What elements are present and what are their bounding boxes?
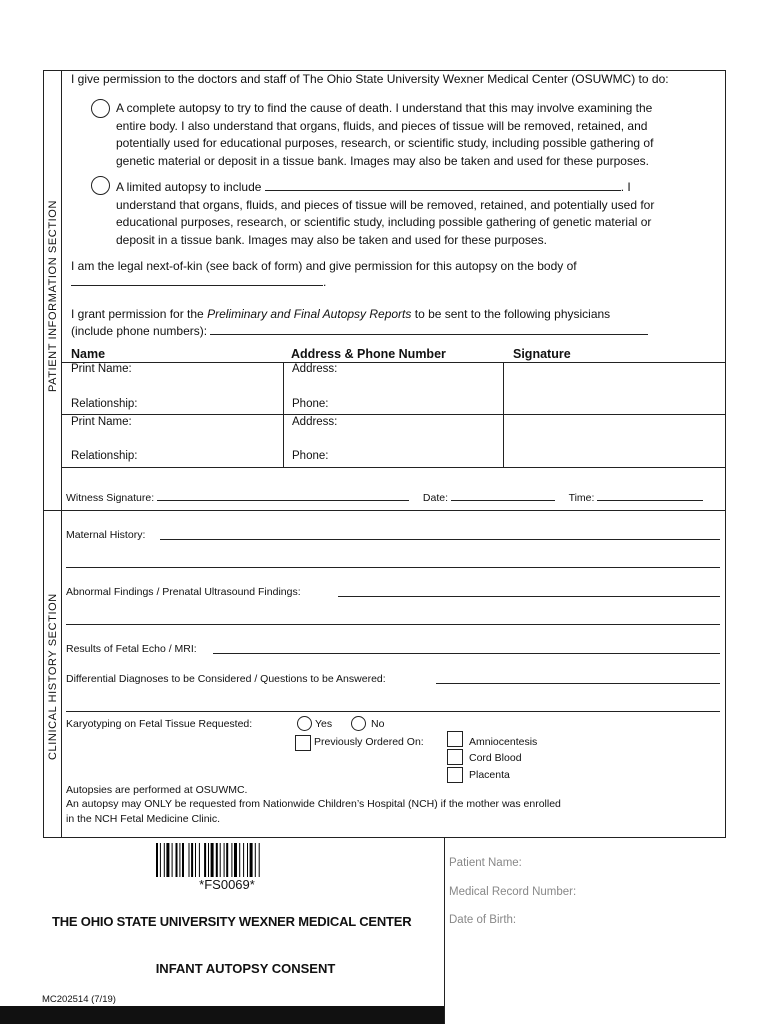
differential-diagnoses-field[interactable] [436, 683, 720, 684]
organization-name: THE OHIO STATE UNIVERSITY WEXNER MEDICAL CENTER [52, 914, 412, 929]
differential-diagnoses-field-2[interactable] [66, 711, 720, 712]
witness-signature-field[interactable] [157, 492, 409, 501]
complete-autopsy-text: A complete autopsy to try to find the cause of death. I understand that this may involve examining the entire body. I also understand that organs, fluids, and pieces of tissue will be removed, retained, and potentially used for educational purposes, research, or scientific study, including possible gathering of genetic material or deposit in a tissue bank. Images may also be taken and used for these purposes. [116, 101, 654, 168]
row1-print-name: Print Name: [71, 363, 132, 375]
col-signature-header: Signature [513, 347, 571, 361]
frame-left [43, 70, 44, 838]
form-code: MC202514 (7/19) [42, 994, 116, 1005]
limited-autopsy-field[interactable] [265, 180, 621, 191]
limited-autopsy-radio[interactable] [91, 176, 110, 195]
label-box-left [444, 838, 445, 1024]
differential-diagnoses-label: Differential Diagnoses to be Considered / Questions to be Answered: [66, 673, 386, 685]
row1-relationship: Relationship: [71, 398, 138, 410]
barcode-text: *FS0069* [199, 877, 255, 892]
table-col1-divider [283, 362, 284, 467]
next-of-kin-line-row: . [71, 274, 326, 292]
amniocentesis-label: Amniocentesis [469, 736, 538, 748]
clinical-section-label: CLINICAL HISTORY SECTION [47, 593, 59, 760]
note-performed-at: Autopsies are performed at OSUWMC. [66, 784, 248, 796]
abnormal-findings-field[interactable] [338, 596, 720, 597]
maternal-history-label: Maternal History: [66, 529, 146, 541]
note-nch-line1: An autopsy may ONLY be requested from Nationwide Children’s Hospital (NCH) if the mother was enrolled [66, 798, 561, 810]
physicians-field[interactable] [210, 324, 648, 335]
form-title: INFANT AUTOPSY CONSENT [155, 961, 336, 976]
fetal-echo-field[interactable] [213, 653, 720, 654]
placenta-checkbox[interactable] [447, 767, 463, 783]
previously-ordered-label: Previously Ordered On: [314, 736, 424, 748]
frame-right [725, 70, 726, 838]
row1-signature-cell[interactable] [504, 363, 725, 414]
col-address-header: Address & Phone Number [291, 347, 446, 361]
row2-address: Address: [292, 416, 338, 428]
note-nch-line2: in the NCH Fetal Medicine Clinic. [66, 813, 221, 825]
table-row2-bottom [61, 467, 726, 468]
witness-time-field[interactable] [597, 492, 703, 501]
row2-print-name: Print Name: [71, 416, 132, 428]
abnormal-findings-field-2[interactable] [66, 624, 720, 625]
row1-phone: Phone: [292, 398, 329, 410]
grant-permission-line2: (include phone numbers): [71, 323, 648, 341]
karyotyping-label: Karyotyping on Fetal Tissue Requested: [66, 718, 253, 730]
placenta-label: Placenta [469, 769, 510, 781]
abnormal-findings-label: Abnormal Findings / Prenatal Ultrasound Findings: [66, 586, 301, 598]
inner-left [61, 70, 62, 838]
row2-phone: Phone: [292, 450, 329, 462]
limited-autopsy-text: A limited autopsy to include . I understand that organs, fluids, and pieces of tissue will be removed, retained, and potentially used for educational purposes, research, or scientific study, including possible gathering of genetic material or deposit in a tissue bank. Images may also be taken and used for these purposes. [116, 180, 655, 247]
maternal-history-field[interactable] [160, 539, 720, 540]
witness-row: Witness Signature: Date: Time: [66, 492, 703, 504]
witness-date-field[interactable] [451, 492, 555, 501]
patient-name-label: Patient Name: [449, 857, 522, 869]
cord-blood-label: Cord Blood [469, 752, 522, 764]
next-of-kin-text: I am the legal next-of-kin (see back of form) and give permission for this autopsy on the body of [71, 259, 577, 273]
row2-relationship: Relationship: [71, 450, 138, 462]
karyotyping-no-label: No [371, 718, 385, 730]
karyotyping-no-radio[interactable] [351, 716, 366, 731]
fetal-echo-label: Results of Fetal Echo / MRI: [66, 643, 197, 655]
grant-permission-text: I grant permission for the Preliminary and Final Autopsy Reports to be sent to the following physicians [71, 307, 611, 321]
frame-bottom [43, 837, 726, 838]
maternal-history-field-2[interactable] [66, 567, 720, 568]
date-of-birth-label: Date of Birth: [449, 914, 517, 926]
col-name-header: Name [71, 347, 106, 361]
consent-intro: I give permission to the doctors and staff of The Ohio State University Wexner Medical Center (OSUWMC) to do: [71, 72, 669, 86]
row1-address: Address: [292, 363, 338, 375]
section-divider [43, 510, 726, 511]
deceased-name-field[interactable] [71, 275, 323, 286]
previously-ordered-checkbox[interactable] [295, 735, 311, 751]
barcode [156, 843, 298, 877]
cord-blood-checkbox[interactable] [447, 749, 463, 765]
amniocentesis-checkbox[interactable] [447, 731, 463, 747]
karyotyping-yes-radio[interactable] [297, 716, 312, 731]
row2-signature-cell[interactable] [504, 415, 725, 467]
bottom-bar [0, 1006, 444, 1024]
medical-record-number-label: Medical Record Number: [449, 886, 577, 898]
karyotyping-yes-label: Yes [315, 718, 333, 730]
complete-autopsy-radio[interactable] [91, 99, 110, 118]
patient-section-label: PATIENT INFORMATION SECTION [47, 199, 59, 392]
